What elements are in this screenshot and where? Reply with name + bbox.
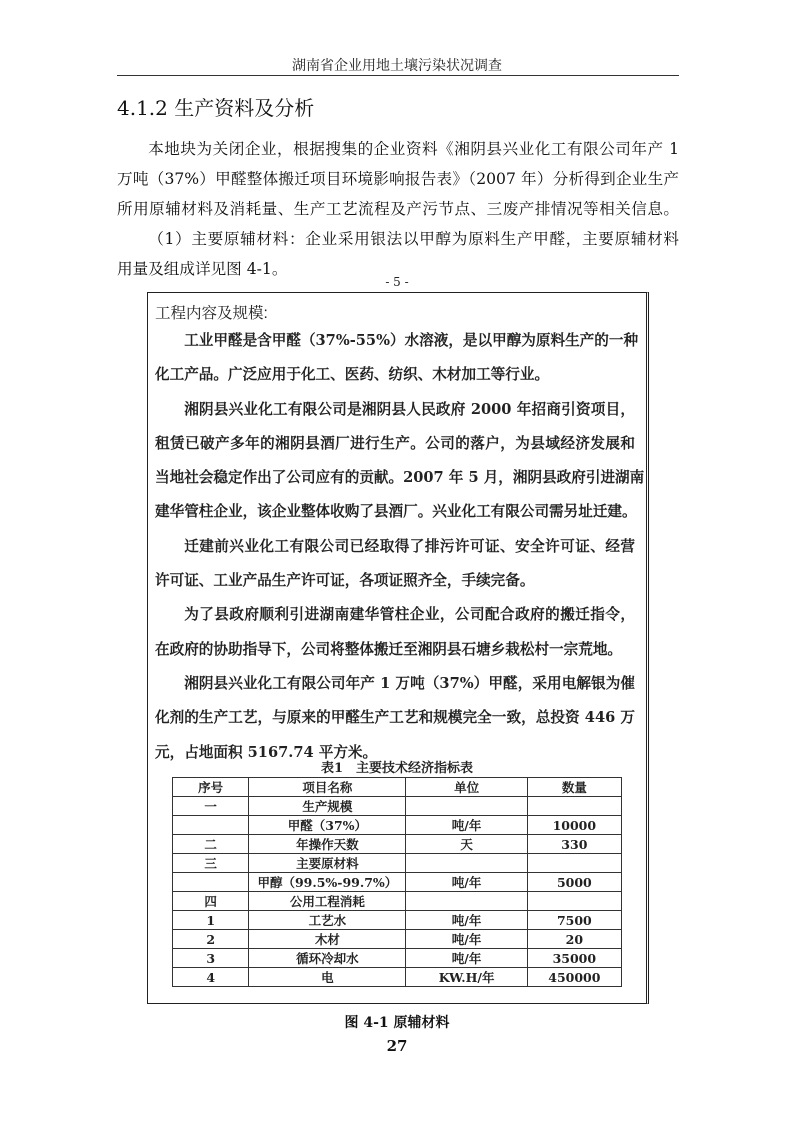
- table-cell: 35000: [527, 949, 621, 968]
- table-cell: [173, 873, 249, 892]
- table-cell: 7500: [527, 911, 621, 930]
- page-number: 27: [386, 1037, 408, 1055]
- table-header-cell: 单位: [406, 778, 527, 797]
- table-caption: 表1 主要技术经济指标表: [320, 761, 474, 776]
- table-cell: 吨/年: [406, 873, 527, 892]
- table-cell: 三: [173, 854, 249, 873]
- table-cell: [406, 854, 527, 873]
- table-cell: 450000: [527, 968, 621, 987]
- table-header-cell: 数量: [527, 778, 621, 797]
- table-cell: 公用工程消耗: [249, 892, 406, 911]
- table-cell: 10000: [527, 816, 621, 835]
- table-header-cell: 序号: [173, 778, 249, 797]
- running-header: 湖南省企业用地土壤污染状况调查: [292, 58, 502, 74]
- inner-page-number: - 5 -: [385, 275, 409, 289]
- figure-caption: 图 4-1 原辅材料: [344, 1015, 450, 1031]
- table-cell: 4: [173, 968, 249, 987]
- table-cell: 四: [173, 892, 249, 911]
- table-header-row: [173, 778, 622, 797]
- figure-text-line: 在政府的协助指导下，公司将整体搬迁至湘阴县石塘乡栽松村一宗荒地。: [155, 640, 623, 658]
- table-cell: 20: [527, 930, 621, 949]
- figure-text-line: 元，占地面积 5167.74 平方米。: [155, 743, 378, 761]
- table-cell: [173, 816, 249, 835]
- table-cell: 吨/年: [406, 930, 527, 949]
- table-cell: 甲醇（99.5%-99.7%）: [249, 873, 406, 892]
- table-row: [173, 911, 622, 930]
- table-cell: 吨/年: [406, 911, 527, 930]
- figure-text-line: 化剂的生产工艺，与原来的甲醛生产工艺和规模完全一致，总投资 446 万: [155, 709, 635, 727]
- figure-text-line: 租赁已破产多年的湘阴县酒厂进行生产。公司的落户，为县域经济发展和: [155, 434, 635, 452]
- intro-paragraphs: [117, 134, 679, 284]
- table-row: [173, 968, 622, 987]
- table-cell: [527, 797, 621, 816]
- table-cell: 主要原材料: [249, 854, 406, 873]
- paragraph-line: 用量及组成详见图 4-1。: [117, 260, 288, 278]
- table-cell: [406, 797, 527, 816]
- table-cell: 工艺水: [249, 911, 406, 930]
- table-cell: 吨/年: [406, 816, 527, 835]
- figure-text-line: 当地社会稳定作出了公司应有的贡献。2007 年 5 月，湘阴县政府引进湖南: [155, 469, 645, 487]
- table-cell: 5000: [527, 873, 621, 892]
- figure-text-line: 化工产品。广泛应用于化工、医药、纺织、木材加工等行业。: [155, 366, 550, 384]
- indicator-table: [172, 777, 622, 987]
- table-row: [173, 797, 622, 816]
- table-header-cell: 项目名称: [249, 778, 406, 797]
- table-cell: 木材: [249, 930, 406, 949]
- figure-text-line: 湘阴县兴业化工有限公司年产 1 万吨（37%）甲醛，采用电解银为催: [184, 674, 635, 692]
- table-cell: 3: [173, 949, 249, 968]
- figure-text: [155, 324, 645, 770]
- table-row: [173, 854, 622, 873]
- paragraph-line: （1）主要原辅材料：企业采用银法以甲醇为原料生产甲醛，主要原辅材料: [148, 230, 679, 248]
- figure-text-line: 迁建前兴业化工有限公司已经取得了排污许可证、安全许可证、经营: [184, 537, 635, 555]
- table-cell: 甲醛（37%）: [249, 816, 406, 835]
- table-row: [173, 949, 622, 968]
- paragraph-line: 本地块为关闭企业，根据搜集的企业资料《湘阴县兴业化工有限公司年产 1: [148, 140, 679, 158]
- table-cell: 吨/年: [406, 949, 527, 968]
- table-row: [173, 930, 622, 949]
- paragraph-line: 万吨（37%）甲醛整体搬迁项目环境影响报告表》（2007 年）分析得到企业生产: [117, 170, 679, 188]
- figure-title: 工程内容及规模:: [155, 305, 268, 322]
- table-cell: 2: [173, 930, 249, 949]
- table-row: [173, 873, 622, 892]
- paragraph-line: 所用原辅材料及消耗量、生产工艺流程及产污节点、三废产排情况等相关信息。: [117, 200, 679, 218]
- table-row: [173, 892, 622, 911]
- table-cell: 年操作天数: [249, 835, 406, 854]
- table-cell: 天: [406, 835, 527, 854]
- table-row: [173, 816, 622, 835]
- figure-text-line: 许可证、工业产品生产许可证，各项证照齐全，手续完备。: [155, 572, 535, 590]
- table-cell: 电: [249, 968, 406, 987]
- table-cell: 二: [173, 835, 249, 854]
- section-heading: 4.1.2 生产资料及分析: [117, 96, 315, 120]
- table-row: [173, 835, 622, 854]
- table-cell: 循环冷却水: [249, 949, 406, 968]
- table-cell: [527, 892, 621, 911]
- figure-text-line: 为了县政府顺利引进湖南建华管柱企业，公司配合政府的搬迁指令，: [184, 606, 635, 624]
- scanned-figure: [147, 275, 649, 1004]
- header-rule: [117, 75, 679, 76]
- table-cell: 一: [173, 797, 249, 816]
- table-cell: 生产规模: [249, 797, 406, 816]
- figure-text-line: 建华管柱企业，该企业整体收购了县酒厂。兴业化工有限公司需另址迁建。: [155, 503, 637, 521]
- table-cell: KW.H/年: [406, 968, 527, 987]
- table-cell: [527, 854, 621, 873]
- figure-text-line: 工业甲醛是含甲醛（37%-55%）水溶液，是以甲醇为原料生产的一种: [184, 332, 639, 349]
- table-cell: 1: [173, 911, 249, 930]
- figure-text-line: 湘阴县兴业化工有限公司是湘阴县人民政府 2000 年招商引资项目，: [184, 400, 635, 418]
- table-cell: [406, 892, 527, 911]
- table-cell: 330: [527, 835, 621, 854]
